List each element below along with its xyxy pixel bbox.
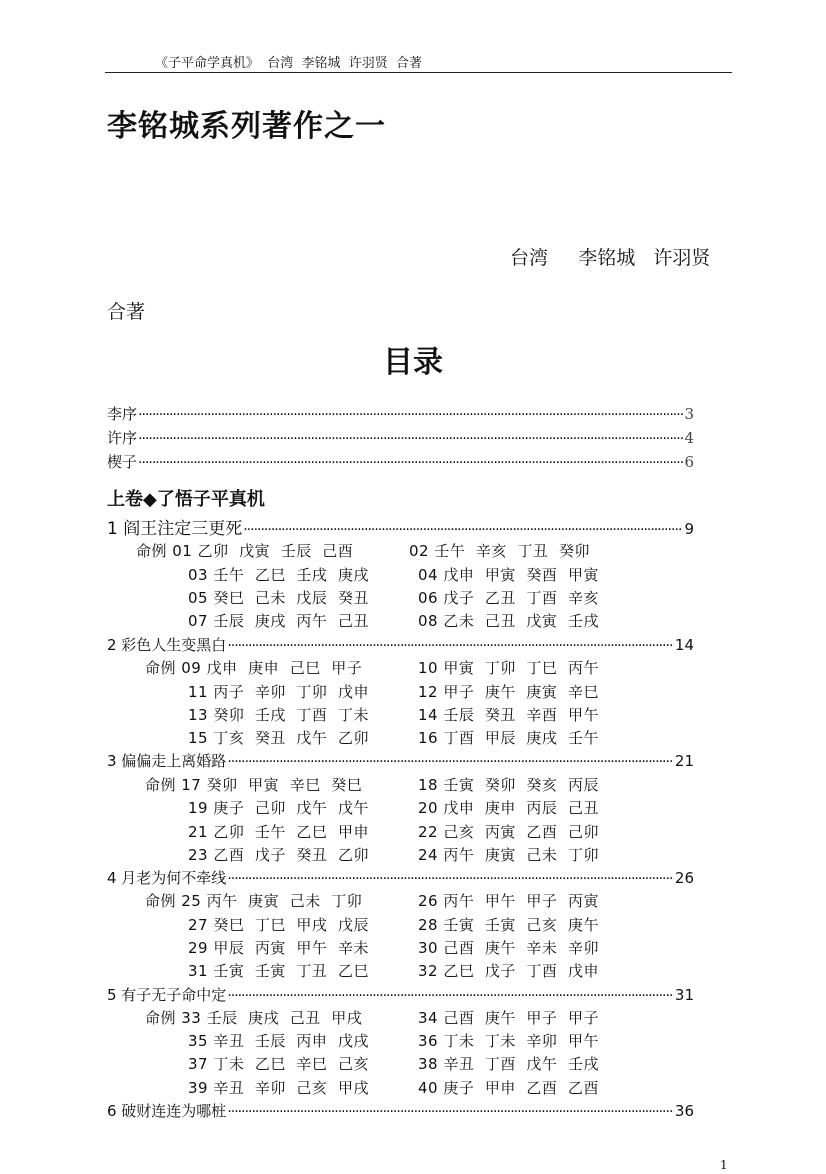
example-entry: 命例 25 丙午 庚寅 己未 丁卯 [145,892,363,910]
example-entry: 26 丙午 甲午 甲子 丙寅 [418,892,599,910]
example-entry: 20 戊申 庚申 丙辰 己丑 [418,799,599,817]
toc-entry-page: 36 [674,1102,694,1120]
example-entry: 命例 17 癸卯 甲寅 辛巳 癸巳 [145,776,363,794]
example-entry: 05 癸巳 己未 戊辰 癸丑 [188,589,369,607]
example-entry: 10 甲寅 丁卯 丁巳 丙午 [418,659,599,677]
example-entry: 16 丁酉 甲辰 庚戌 壬午 [418,729,599,747]
example-entry: 18 壬寅 癸卯 癸亥 丙辰 [418,776,599,794]
example-entry: 03 壬午 乙巳 壬戌 庚戌 [188,566,369,584]
toc-entry-title: 李序 [107,405,138,423]
leader-dots [243,522,683,538]
toc-entry-page: 14 [674,636,694,654]
example-entry: 23 乙酉 戊子 癸丑 乙卯 [188,846,369,864]
leader-dots [227,1104,674,1120]
toc-entry-title: 6 破财连连为哪桩 [107,1102,227,1120]
leader-dots [227,988,674,1004]
example-entry: 04 戊申 甲寅 癸酉 甲寅 [418,566,599,584]
example-entry: 36 丁未 丁未 辛卯 甲午 [418,1032,599,1050]
example-entry: 30 己酉 庚午 辛未 辛卯 [418,939,599,957]
example-entry: 07 壬辰 庚戌 丙午 己丑 [188,612,369,630]
example-entry: 命例 33 壬辰 庚戌 己丑 甲戌 [145,1009,363,1027]
example-entry: 37 丁未 乙巳 辛巳 己亥 [188,1055,369,1073]
example-entry: 12 甲子 庚午 庚寅 辛巳 [418,683,599,701]
leader-dots [138,407,683,423]
toc-entry-chapter[interactable] [107,867,694,888]
toc-entry-page: 4 [684,429,694,447]
example-entry: 13 癸卯 壬戌 丁酉 丁未 [188,706,369,724]
example-entry: 02 壬午 辛亥 丁丑 癸卯 [409,542,590,560]
page-number: 1 [720,1158,728,1172]
example-entry: 34 己酉 庚午 甲子 甲子 [418,1009,599,1027]
example-entry: 命例 09 戊申 庚申 己巳 甲子 [145,659,363,677]
toc-entry-chapter[interactable] [107,984,694,1005]
example-entry: 28 壬寅 壬寅 己亥 庚午 [418,916,599,934]
leader-dots [138,455,683,471]
toc-entry-title: 楔子 [107,453,138,471]
toc-entry-page: 3 [684,405,694,423]
leader-dots [138,431,683,447]
example-entry: 命例 01 乙卯 戊寅 壬辰 己酉 [136,542,354,560]
toc-entry-title: 4 月老为何不牵线 [107,869,227,887]
toc-entry-page: 26 [674,869,694,887]
example-entry: 11 丙子 辛卯 丁卯 戊申 [188,683,369,701]
toc-entry-title: 5 有子无子命中定 [107,986,227,1004]
example-entry: 15 丁亥 癸丑 戊午 乙卯 [188,729,369,747]
toc-entry-preface[interactable] [107,403,694,424]
example-entry: 38 辛丑 丁酉 戊午 壬戌 [418,1055,599,1073]
example-entry: 27 癸巳 丁巳 甲戌 戊辰 [188,916,369,934]
leader-dots [227,871,674,887]
example-entry: 19 庚子 己卯 戊午 戊午 [188,799,369,817]
part-title: 上卷◆了悟子平真机 [107,489,265,510]
leader-dots [227,754,674,770]
toc-entry-title: 1 阎王注定三更死 [107,519,243,539]
running-header: 《子平命学真机》 台湾 李铭城 许羽贤 合著 [155,56,423,71]
example-entry: 24 丙午 庚寅 己未 丁卯 [418,846,599,864]
toc-entry-page: 6 [684,453,694,471]
example-entry: 06 戊子 乙丑 丁酉 辛亥 [418,589,599,607]
toc-entry-title: 2 彩色人生变黑白 [107,636,227,654]
example-entry: 29 甲辰 丙寅 甲午 辛未 [188,939,369,957]
example-entry: 31 壬寅 壬寅 丁丑 乙巳 [188,962,369,980]
example-entry: 40 庚子 甲申 乙酉 乙酉 [418,1079,599,1097]
toc-entry-chapter[interactable] [107,634,694,655]
toc-entry-page: 31 [674,986,694,1004]
toc-entry-preface[interactable] [107,451,694,472]
toc-entry-chapter[interactable] [107,750,694,771]
example-entry: 14 壬辰 癸丑 辛酉 甲午 [418,706,599,724]
toc-entry-title: 3 偏偏走上离婚路 [107,752,227,770]
toc-entry-title: 许序 [107,429,138,447]
example-entry: 21 乙卯 壬午 乙巳 甲申 [188,823,369,841]
series-title: 李铭城系列著作之一 [107,109,386,144]
toc-entry-chapter[interactable] [107,514,694,539]
example-entry: 32 乙巳 戊子 丁酉 戊申 [418,962,599,980]
example-entry: 22 己亥 丙寅 乙酉 己卯 [418,823,599,841]
toc-heading: 目录 [383,345,443,380]
example-entry: 39 辛丑 辛卯 己亥 甲戌 [188,1079,369,1097]
authors-line: 台湾 李铭城 许羽贤 [510,247,711,269]
coauthor-label: 合著 [107,301,146,323]
toc-entry-page: 9 [684,520,694,538]
toc-entry-chapter[interactable] [107,1100,694,1121]
header-rule [105,72,732,73]
toc-entry-page: 21 [674,752,694,770]
toc-entry-preface[interactable] [107,427,694,448]
leader-dots [227,638,674,654]
example-entry: 08 乙未 己丑 戊寅 壬戌 [418,612,599,630]
example-entry: 35 辛丑 壬辰 丙申 戊戌 [188,1032,369,1050]
